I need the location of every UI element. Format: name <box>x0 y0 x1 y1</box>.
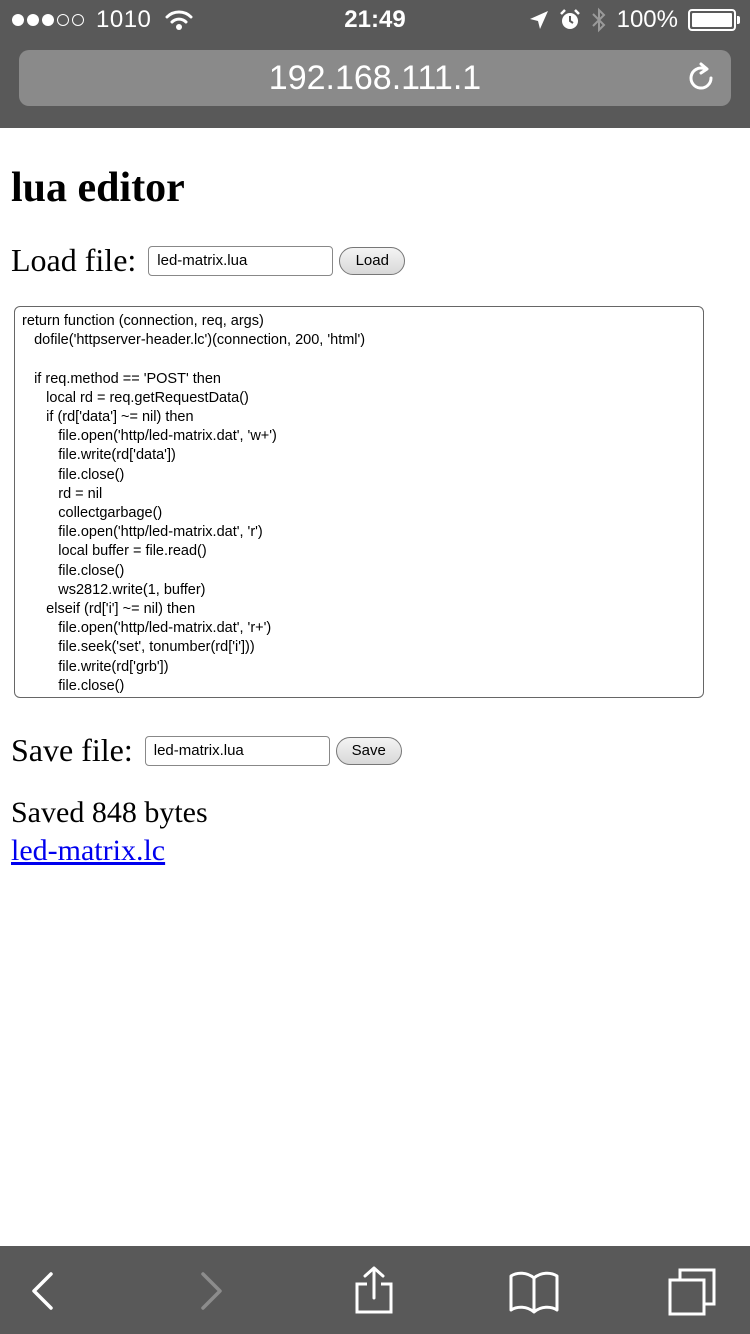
save-file-row <box>11 732 402 769</box>
code-line: file.write(rd['grb']) <box>22 658 169 675</box>
carrier-name: 1010 <box>96 6 152 33</box>
status-time: 21:49 <box>344 6 406 33</box>
code-line: file.open('http/led-matrix.dat', 'r') <box>22 524 263 541</box>
code-line: file.open('http/led-matrix.dat', 'w+') <box>22 428 277 445</box>
save-file-input[interactable]: led-matrix.lua <box>145 736 330 766</box>
reload-icon[interactable] <box>685 62 717 94</box>
load-file-input[interactable]: led-matrix.lua <box>148 246 333 276</box>
code-line: file.close() <box>22 466 125 483</box>
alarm-icon <box>559 9 581 31</box>
battery-icon <box>688 9 736 31</box>
bluetooth-icon <box>591 7 607 33</box>
status-bar <box>0 0 750 40</box>
code-line: collectgarbage() <box>22 505 163 522</box>
code-line: file.close() <box>22 562 125 579</box>
load-button[interactable]: Load <box>339 247 405 275</box>
code-line: local rd = req.getRequestData() <box>22 389 249 406</box>
code-line <box>22 350 696 369</box>
compiled-file-link[interactable]: led-matrix.lc <box>11 834 166 867</box>
save-button[interactable]: Save <box>336 737 402 765</box>
tabs-icon[interactable] <box>668 1266 718 1316</box>
code-line: rd = nil <box>22 485 103 502</box>
save-status-message: Saved 848 bytes <box>11 796 208 829</box>
code-line: elseif (rd['i'] ~= nil) then <box>22 601 196 618</box>
code-line: dofile('httpserver-header.lc')(connection, 200, 'html') <box>22 332 366 349</box>
code-line: ws2812.write(1, buffer) <box>22 581 206 598</box>
url-bar[interactable] <box>19 50 731 106</box>
url-text: 192.168.111.1 <box>268 58 482 97</box>
code-editor-textarea[interactable] <box>14 306 704 698</box>
code-line: file.seek('set', tonumber(rd['i'])) <box>22 639 255 656</box>
code-line: if (rd['data'] ~= nil) then <box>22 409 194 426</box>
forward-icon[interactable] <box>186 1266 236 1316</box>
code-line: file.close() <box>22 677 125 694</box>
code-line: file.write(rd['data']) <box>22 447 176 464</box>
bookmarks-icon[interactable] <box>509 1266 559 1316</box>
load-file-row <box>11 242 405 279</box>
back-icon[interactable] <box>18 1266 68 1316</box>
code-line: local buffer = file.read() <box>22 543 207 560</box>
location-arrow-icon <box>529 10 549 30</box>
page-title: lua editor <box>11 165 185 211</box>
save-file-label: Save file: <box>11 732 133 768</box>
code-line: if req.method == 'POST' then <box>22 370 221 387</box>
browser-chrome-top <box>0 0 750 128</box>
share-icon[interactable] <box>349 1266 399 1316</box>
battery-percent: 100% <box>616 6 678 33</box>
browser-toolbar <box>0 1246 750 1334</box>
code-line: file.open('http/led-matrix.dat', 'r+') <box>22 620 272 637</box>
code-line: return function (connection, req, args) <box>22 313 264 329</box>
status-right <box>529 6 736 34</box>
load-file-label: Load file: <box>11 242 137 278</box>
